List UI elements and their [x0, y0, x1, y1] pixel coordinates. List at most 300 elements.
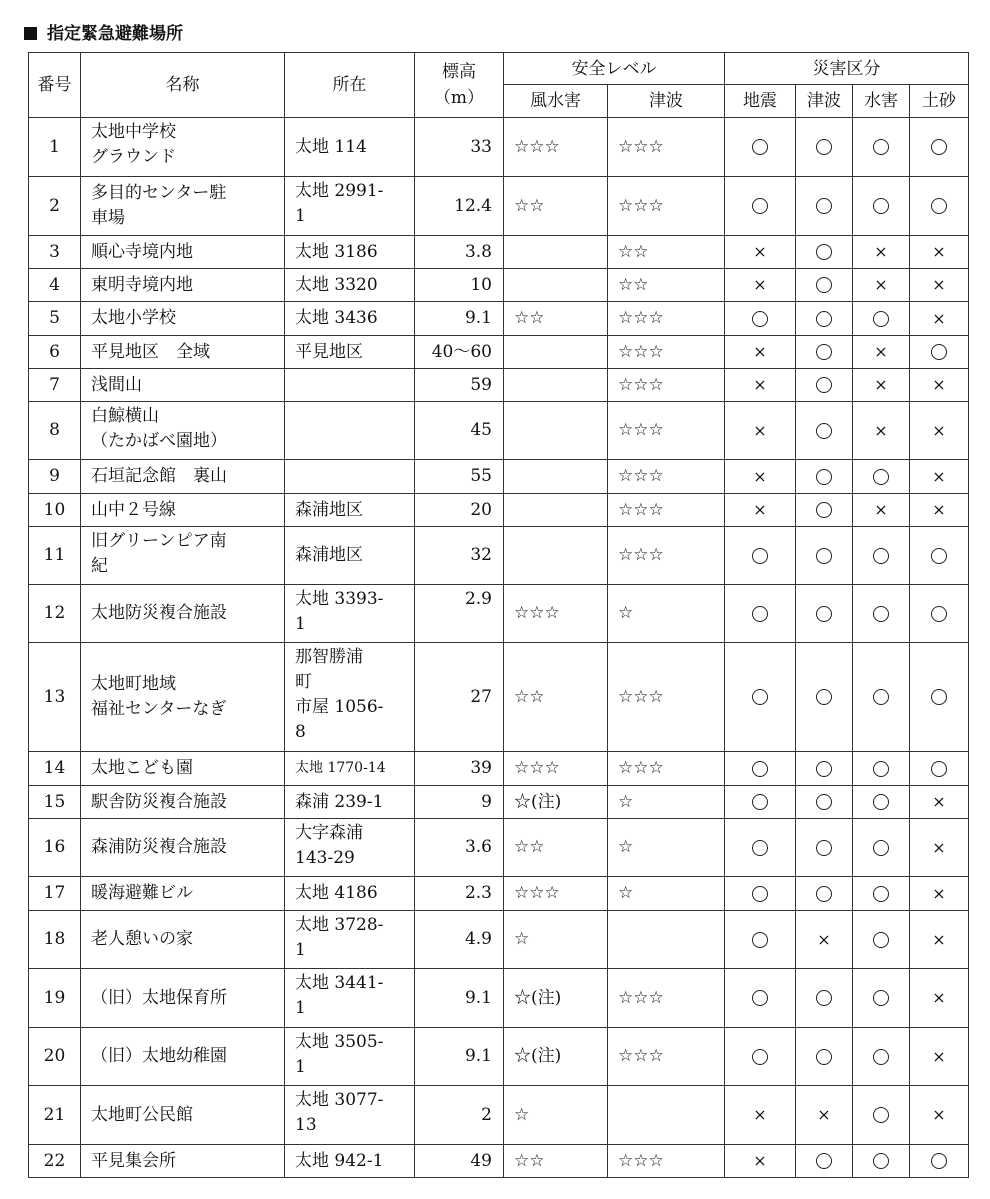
evacuation-sites-table [28, 52, 969, 1178]
cell-tsunami [796, 969, 853, 1028]
cell-address: 太地 942-1 [285, 1145, 415, 1178]
cell-wind-flood-level [504, 402, 608, 460]
cell-wind-flood-level: ☆☆☆ [504, 585, 608, 643]
cell-tsunami-level [608, 1086, 725, 1145]
cell-address: 森浦地区 [285, 527, 415, 585]
cell-tsunami [796, 302, 853, 336]
cell-no: 13 [29, 643, 81, 752]
cell-no: 16 [29, 819, 81, 877]
table-row [29, 585, 969, 643]
cell-elevation: 2.3 [415, 877, 504, 911]
cell-elevation: 45 [415, 402, 504, 460]
cell-flood [853, 819, 910, 877]
cross-mark: × [753, 420, 767, 440]
cell-address: 那智勝浦 町 市屋 1056- 8 [285, 643, 415, 752]
cell-tsunami-level: ☆ [608, 585, 725, 643]
cell-tsunami [796, 118, 853, 177]
cell-tsunami-level: ☆☆☆ [608, 527, 725, 585]
header-name: 名称 [81, 53, 285, 118]
circle-mark-icon [816, 244, 832, 260]
cell-flood [853, 402, 910, 460]
circle-mark-icon [752, 886, 768, 902]
cell-tsunami [796, 911, 853, 969]
table-row [29, 494, 969, 527]
cell-earthquake [725, 369, 796, 402]
cell-tsunami [796, 1086, 853, 1145]
table-row [29, 969, 969, 1028]
circle-mark-icon [752, 761, 768, 777]
cell-landslide [910, 877, 969, 911]
cross-mark: × [753, 1105, 767, 1124]
cell-address: 太地 3505- 1 [285, 1028, 415, 1086]
cell-flood [853, 177, 910, 236]
circle-mark-icon [752, 794, 768, 810]
cell-landslide [910, 527, 969, 585]
cross-mark: × [753, 242, 767, 261]
cell-elevation: 49 [415, 1145, 504, 1178]
cross-mark: × [874, 500, 888, 519]
cell-elevation: 10 [415, 269, 504, 302]
circle-mark-icon [752, 548, 768, 564]
header-landslide: 土砂 [910, 85, 969, 118]
cross-mark: × [874, 375, 888, 394]
cell-earthquake [725, 494, 796, 527]
table-row [29, 786, 969, 819]
cell-name: 平見集会所 [81, 1145, 285, 1178]
cross-mark: × [932, 466, 946, 486]
cell-wind-flood-level: ☆ [504, 1086, 608, 1145]
cell-flood [853, 236, 910, 269]
circle-mark-icon [816, 423, 832, 439]
cell-elevation: 9.1 [415, 302, 504, 336]
cell-tsunami-level [608, 911, 725, 969]
cell-landslide [910, 819, 969, 877]
circle-mark-icon [873, 990, 889, 1006]
cell-landslide [910, 402, 969, 460]
cell-flood [853, 643, 910, 752]
cell-address: 平見地区 [285, 336, 415, 369]
cell-earthquake [725, 786, 796, 819]
cell-landslide [910, 643, 969, 752]
cell-landslide [910, 494, 969, 527]
table-row [29, 527, 969, 585]
page-title [24, 20, 183, 48]
circle-mark-icon [931, 344, 947, 360]
cell-address [285, 402, 415, 460]
circle-mark-icon [816, 886, 832, 902]
cell-flood [853, 1028, 910, 1086]
header-disaster-category: 災害区分 [725, 53, 969, 85]
cell-no: 20 [29, 1028, 81, 1086]
cross-mark: × [932, 837, 946, 857]
circle-mark-icon [873, 840, 889, 856]
table-row [29, 911, 969, 969]
circle-mark-icon [816, 469, 832, 485]
cell-no: 3 [29, 236, 81, 269]
circle-mark-icon [816, 139, 832, 155]
cell-name: 駅舎防災複合施設 [81, 786, 285, 819]
cell-name: 太地町地域 福祉センターなぎ [81, 643, 285, 752]
header-safety-level: 安全レベル [504, 53, 725, 85]
cell-elevation: 32 [415, 527, 504, 585]
cell-wind-flood-level [504, 494, 608, 527]
circle-mark-icon [873, 932, 889, 948]
cell-elevation: 9.1 [415, 1028, 504, 1086]
cross-mark: × [874, 342, 888, 361]
table-row [29, 236, 969, 269]
cell-tsunami-level: ☆ [608, 819, 725, 877]
cell-no: 14 [29, 752, 81, 786]
cell-address: 太地 114 [285, 118, 415, 177]
cell-wind-flood-level [504, 336, 608, 369]
circle-mark-icon [752, 139, 768, 155]
cross-mark: × [753, 1151, 767, 1170]
cell-earthquake [725, 527, 796, 585]
cell-tsunami [796, 236, 853, 269]
cell-no: 6 [29, 336, 81, 369]
cell-tsunami [796, 369, 853, 402]
cell-name: （旧）太地幼稚園 [81, 1028, 285, 1086]
cell-tsunami [796, 494, 853, 527]
cell-tsunami [796, 269, 853, 302]
page-title-text: 指定緊急避難場所 [47, 24, 183, 44]
cell-tsunami-level: ☆☆ [608, 236, 725, 269]
cell-elevation: 9 [415, 786, 504, 819]
cell-address: 太地 3393- 1 [285, 585, 415, 643]
cell-earthquake [725, 460, 796, 494]
cell-flood [853, 752, 910, 786]
cell-landslide [910, 752, 969, 786]
table-row [29, 118, 969, 177]
cell-no: 1 [29, 118, 81, 177]
cross-mark: × [932, 500, 946, 519]
table-row [29, 1145, 969, 1178]
cell-no: 17 [29, 877, 81, 911]
cell-address [285, 369, 415, 402]
cell-address: 太地 2991- 1 [285, 177, 415, 236]
cell-tsunami [796, 402, 853, 460]
circle-mark-icon [816, 1049, 832, 1065]
cell-wind-flood-level: ☆☆ [504, 819, 608, 877]
cell-tsunami [796, 585, 853, 643]
cross-mark: × [932, 1105, 946, 1124]
circle-mark-icon [931, 548, 947, 564]
circle-mark-icon [816, 794, 832, 810]
cell-wind-flood-level [504, 460, 608, 494]
cross-mark: × [753, 342, 767, 361]
cell-wind-flood-level: ☆☆☆ [504, 752, 608, 786]
cell-flood [853, 369, 910, 402]
cell-address: 太地 4186 [285, 877, 415, 911]
cell-elevation: 3.8 [415, 236, 504, 269]
cell-wind-flood-level [504, 369, 608, 402]
cell-name: 老人憩いの家 [81, 911, 285, 969]
cell-tsunami [796, 786, 853, 819]
cell-name: （旧）太地保育所 [81, 969, 285, 1028]
circle-mark-icon [752, 606, 768, 622]
cell-tsunami-level: ☆☆☆ [608, 302, 725, 336]
cell-earthquake [725, 585, 796, 643]
cross-mark: × [932, 883, 946, 903]
circle-mark-icon [816, 840, 832, 856]
cross-mark: × [817, 1105, 831, 1124]
cell-earthquake [725, 969, 796, 1028]
header-elevation-label: 標高 [442, 62, 476, 82]
cell-name: 太地小学校 [81, 302, 285, 336]
table-row [29, 177, 969, 236]
cell-wind-flood-level: ☆☆ [504, 302, 608, 336]
cell-flood [853, 969, 910, 1028]
table-row [29, 819, 969, 877]
cross-mark: × [874, 242, 888, 261]
cell-address: 太地 3186 [285, 236, 415, 269]
cell-name: 森浦防災複合施設 [81, 819, 285, 877]
cell-tsunami-level: ☆☆☆ [608, 752, 725, 786]
cell-elevation: 2 [415, 1086, 504, 1145]
cell-elevation: 20 [415, 494, 504, 527]
cell-wind-flood-level [504, 527, 608, 585]
cell-earthquake [725, 402, 796, 460]
cell-landslide [910, 236, 969, 269]
cell-tsunami-level: ☆☆☆ [608, 118, 725, 177]
cross-mark: × [753, 275, 767, 294]
cell-wind-flood-level: ☆☆ [504, 177, 608, 236]
table-row [29, 336, 969, 369]
cell-wind-flood-level: ☆(注) [504, 969, 608, 1028]
circle-mark-icon [752, 932, 768, 948]
table-row [29, 302, 969, 336]
cross-mark: × [753, 500, 767, 519]
cell-wind-flood-level: ☆(注) [504, 786, 608, 819]
cell-no: 7 [29, 369, 81, 402]
cell-address: 太地 1770-14 [285, 752, 415, 786]
circle-mark-icon [816, 761, 832, 777]
table-row [29, 1028, 969, 1086]
cell-elevation: 3.6 [415, 819, 504, 877]
cell-earthquake [725, 752, 796, 786]
cell-landslide [910, 969, 969, 1028]
circle-mark-icon [873, 1049, 889, 1065]
square-bullet-icon [24, 27, 37, 40]
cell-earthquake [725, 877, 796, 911]
cross-mark: × [874, 420, 888, 440]
cell-elevation: 33 [415, 118, 504, 177]
cell-earthquake [725, 1145, 796, 1178]
header-flood: 水害 [853, 85, 910, 118]
cell-name: 太地中学校 グラウンド [81, 118, 285, 177]
cross-mark: × [874, 275, 888, 294]
cell-landslide [910, 911, 969, 969]
cell-address: 森浦 239-1 [285, 786, 415, 819]
table-row [29, 269, 969, 302]
cell-wind-flood-level [504, 269, 608, 302]
cell-tsunami-level: ☆☆☆ [608, 1145, 725, 1178]
circle-mark-icon [816, 548, 832, 564]
cell-landslide [910, 1028, 969, 1086]
cell-wind-flood-level [504, 236, 608, 269]
cell-no: 15 [29, 786, 81, 819]
cell-tsunami [796, 336, 853, 369]
cell-elevation: 27 [415, 643, 504, 752]
cell-name: 平見地区 全域 [81, 336, 285, 369]
cell-landslide [910, 786, 969, 819]
circle-mark-icon [816, 277, 832, 293]
cell-elevation: 2.9 [415, 585, 504, 643]
cross-mark: × [753, 466, 767, 486]
cross-mark: × [932, 420, 946, 440]
cell-address: 太地 3320 [285, 269, 415, 302]
cell-landslide [910, 1086, 969, 1145]
header-wind-flood: 風水害 [504, 85, 608, 118]
cell-elevation: 40～60 [415, 336, 504, 369]
circle-mark-icon [931, 606, 947, 622]
cell-earthquake [725, 1086, 796, 1145]
cell-name: 浅間山 [81, 369, 285, 402]
cross-mark: × [932, 275, 946, 294]
cell-tsunami [796, 752, 853, 786]
circle-mark-icon [816, 689, 832, 705]
cell-name: 順心寺境内地 [81, 236, 285, 269]
cell-elevation: 59 [415, 369, 504, 402]
table-row [29, 460, 969, 494]
cell-flood [853, 118, 910, 177]
header-elevation-unit: （m） [433, 88, 485, 108]
cell-tsunami-level: ☆☆☆ [608, 402, 725, 460]
table-row [29, 369, 969, 402]
table-row [29, 1086, 969, 1145]
cell-flood [853, 585, 910, 643]
cell-flood [853, 336, 910, 369]
cell-no: 8 [29, 402, 81, 460]
cell-tsunami-level: ☆☆☆ [608, 1028, 725, 1086]
cell-earthquake [725, 1028, 796, 1086]
cell-landslide [910, 269, 969, 302]
cell-name: 東明寺境内地 [81, 269, 285, 302]
cell-address: 大字森浦 143-29 [285, 819, 415, 877]
cell-name: 太地防災複合施設 [81, 585, 285, 643]
circle-mark-icon [873, 794, 889, 810]
cell-earthquake [725, 643, 796, 752]
cell-no: 11 [29, 527, 81, 585]
circle-mark-icon [816, 344, 832, 360]
circle-mark-icon [931, 198, 947, 214]
cell-earthquake [725, 336, 796, 369]
cell-wind-flood-level: ☆☆ [504, 1145, 608, 1178]
cross-mark: × [932, 792, 946, 811]
cell-tsunami-level: ☆☆☆ [608, 643, 725, 752]
cell-flood [853, 527, 910, 585]
cell-no: 2 [29, 177, 81, 236]
circle-mark-icon [816, 198, 832, 214]
circle-mark-icon [873, 606, 889, 622]
cell-elevation: 12.4 [415, 177, 504, 236]
header-earthquake: 地震 [725, 85, 796, 118]
circle-mark-icon [873, 886, 889, 902]
circle-mark-icon [873, 198, 889, 214]
table-row [29, 752, 969, 786]
cell-tsunami [796, 527, 853, 585]
cell-tsunami-level: ☆☆☆ [608, 460, 725, 494]
header-tsunami: 津波 [796, 85, 853, 118]
circle-mark-icon [752, 311, 768, 327]
cell-no: 19 [29, 969, 81, 1028]
cell-name: 山中２号線 [81, 494, 285, 527]
cell-landslide [910, 460, 969, 494]
cell-earthquake [725, 269, 796, 302]
circle-mark-icon [873, 311, 889, 327]
cross-mark: × [932, 988, 946, 1007]
circle-mark-icon [873, 469, 889, 485]
cell-landslide [910, 302, 969, 336]
circle-mark-icon [931, 761, 947, 777]
header-no: 番号 [29, 53, 81, 118]
cell-address: 太地 3436 [285, 302, 415, 336]
cell-earthquake [725, 118, 796, 177]
cell-name: 暖海避難ビル [81, 877, 285, 911]
cell-earthquake [725, 177, 796, 236]
cell-tsunami [796, 1145, 853, 1178]
cell-elevation: 55 [415, 460, 504, 494]
cross-mark: × [932, 1046, 946, 1066]
cell-tsunami-level: ☆ [608, 877, 725, 911]
cell-flood [853, 269, 910, 302]
cell-no: 5 [29, 302, 81, 336]
circle-mark-icon [816, 990, 832, 1006]
circle-mark-icon [873, 1107, 889, 1123]
cell-address: 太地 3077- 13 [285, 1086, 415, 1145]
cross-mark: × [932, 375, 946, 394]
cell-no: 4 [29, 269, 81, 302]
cell-tsunami [796, 460, 853, 494]
table-row [29, 877, 969, 911]
cell-elevation: 39 [415, 752, 504, 786]
cell-tsunami-level: ☆☆☆ [608, 177, 725, 236]
cell-tsunami-level: ☆ [608, 786, 725, 819]
cell-address: 太地 3728- 1 [285, 911, 415, 969]
cell-landslide [910, 177, 969, 236]
cell-no: 10 [29, 494, 81, 527]
circle-mark-icon [873, 761, 889, 777]
header-tsunami-level: 津波 [608, 85, 725, 118]
cell-flood [853, 302, 910, 336]
cell-name: 太地こども園 [81, 752, 285, 786]
cell-tsunami-level: ☆☆☆ [608, 369, 725, 402]
cell-address: 太地 3441- 1 [285, 969, 415, 1028]
circle-mark-icon [873, 1153, 889, 1169]
cell-wind-flood-level: ☆ [504, 911, 608, 969]
cell-elevation: 9.1 [415, 969, 504, 1028]
cell-wind-flood-level: ☆(注) [504, 1028, 608, 1086]
cell-name: 旧グリーンピア南 紀 [81, 527, 285, 585]
cell-landslide [910, 118, 969, 177]
circle-mark-icon [873, 689, 889, 705]
cell-flood [853, 1145, 910, 1178]
cell-earthquake [725, 911, 796, 969]
circle-mark-icon [752, 198, 768, 214]
cell-flood [853, 911, 910, 969]
header-elevation [415, 53, 504, 118]
cell-name: 太地町公民館 [81, 1086, 285, 1145]
cell-flood [853, 786, 910, 819]
circle-mark-icon [752, 990, 768, 1006]
cell-elevation: 4.9 [415, 911, 504, 969]
table-row [29, 643, 969, 752]
cross-mark: × [932, 308, 946, 328]
cross-mark: × [932, 242, 946, 261]
circle-mark-icon [816, 311, 832, 327]
cell-flood [853, 460, 910, 494]
circle-mark-icon [873, 548, 889, 564]
